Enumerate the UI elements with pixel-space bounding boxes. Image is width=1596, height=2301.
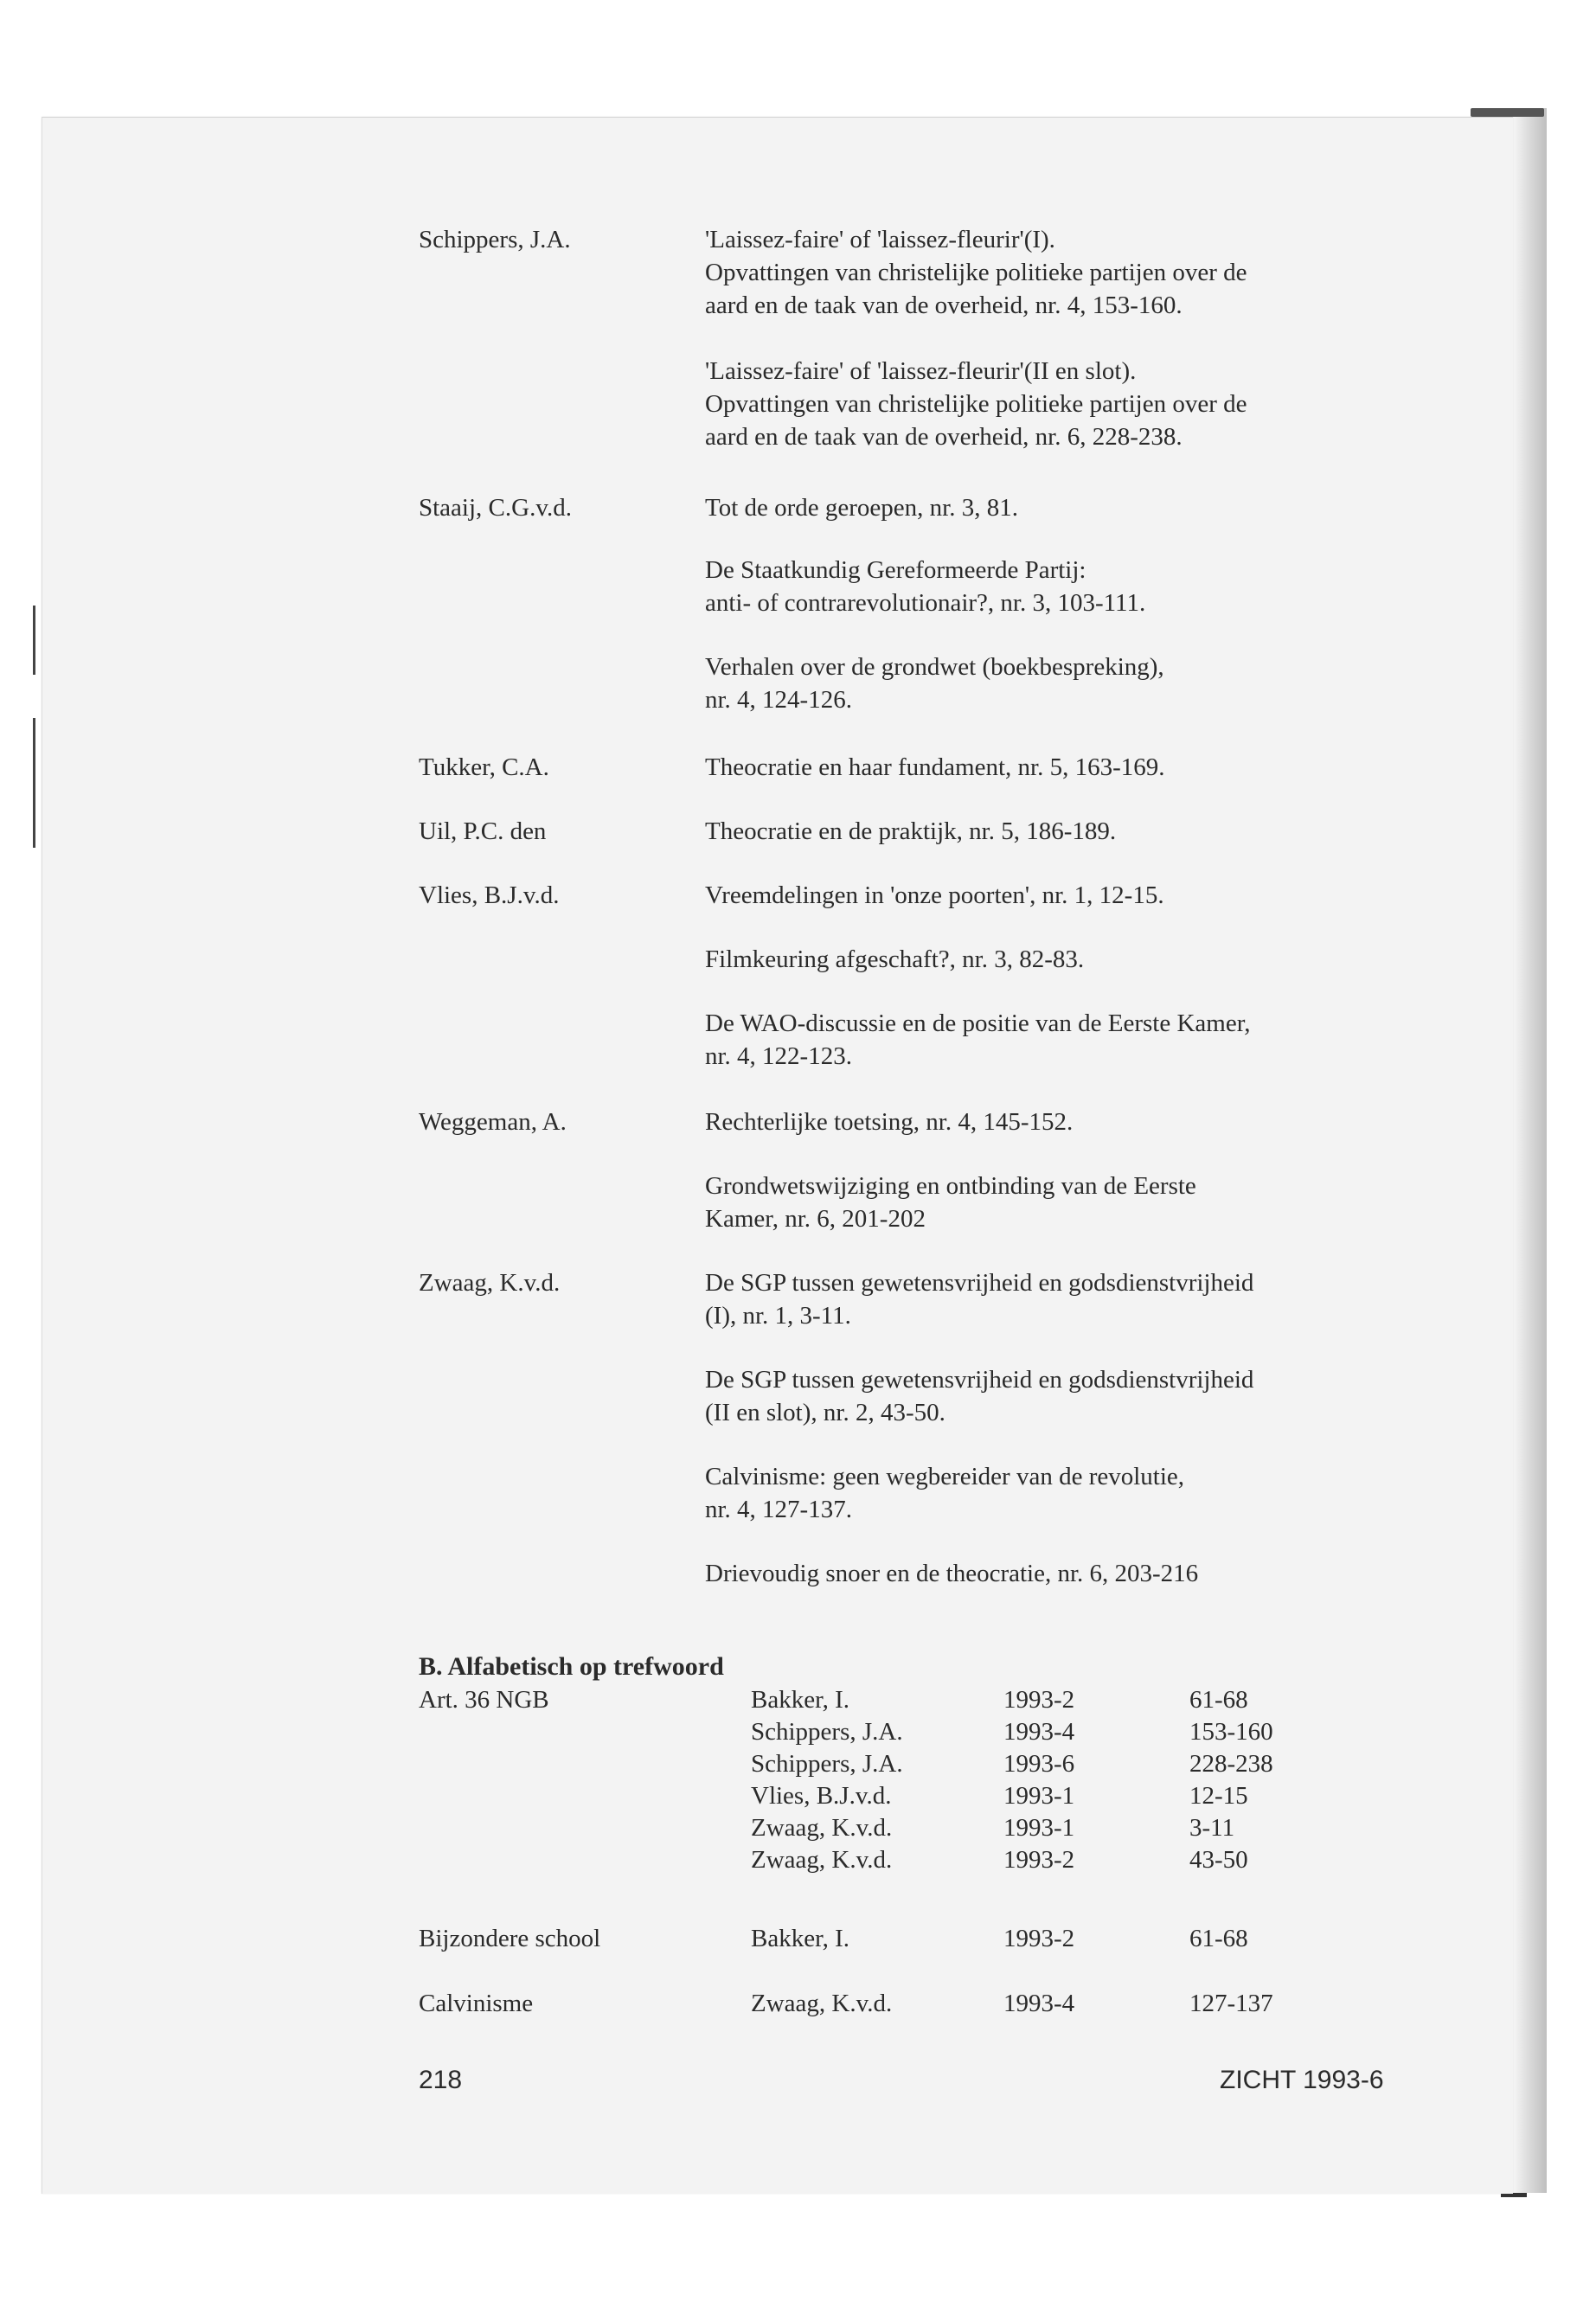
row-author: Vlies, B.J.v.d. <box>751 1782 892 1810</box>
article-entry <box>705 1170 1406 1235</box>
row-issue: 1993-4 <box>1003 1990 1075 2017</box>
row-pages: 61-68 <box>1189 1925 1248 1952</box>
row-author: Schippers, J.A. <box>751 1718 903 1746</box>
article-line: Opvattingen van christelijke politieke partijen over de <box>705 259 1247 286</box>
row-issue: 1993-2 <box>1003 1846 1075 1874</box>
row-issue: 1993-2 <box>1003 1925 1075 1952</box>
page-number: 218 <box>419 2066 463 2094</box>
article-entry <box>705 943 1406 976</box>
article-line: Drievoudig snoer en de theocratie, nr. 6, 203-216 <box>705 1560 1199 1587</box>
article-line: Grondwetswijziging en ontbinding van de Eerste <box>705 1172 1196 1200</box>
article-line: Theocratie en de praktijk, nr. 5, 186-189. <box>705 817 1117 845</box>
article-entry <box>705 1266 1406 1332</box>
article-entry <box>705 554 1406 619</box>
article-line: Calvinisme: geen wegbereider van de revolutie, <box>705 1463 1185 1490</box>
author-name: Vlies, B.J.v.d. <box>419 881 560 909</box>
row-pages: 43-50 <box>1189 1846 1248 1874</box>
article-entry <box>705 491 1406 524</box>
article-line: nr. 4, 124-126. <box>705 686 852 714</box>
article-line: Vreemdelingen in 'onze poorten', nr. 1, 12-15. <box>705 881 1164 909</box>
row-pages: 127-137 <box>1189 1990 1273 2017</box>
row-author: Zwaag, K.v.d. <box>751 1846 893 1874</box>
article-line: 'Laissez-faire' of 'laissez-fleurir'(I). <box>705 226 1055 253</box>
article-line: De SGP tussen gewetensvrijheid en godsdienstvrijheid <box>705 1366 1254 1394</box>
article-entry <box>705 1363 1406 1429</box>
author-name: Schippers, J.A. <box>419 226 571 253</box>
article-line: De Staatkundig Gereformeerde Partij: <box>705 556 1086 584</box>
row-issue: 1993-1 <box>1003 1782 1075 1810</box>
article-line: Rechterlijke toetsing, nr. 4, 145-152. <box>705 1108 1074 1136</box>
keyword-term: Bijzondere school <box>419 1925 601 1952</box>
row-pages: 153-160 <box>1189 1718 1273 1746</box>
article-line: De SGP tussen gewetensvrijheid en godsdienstvrijheid <box>705 1269 1254 1297</box>
row-author: Schippers, J.A. <box>751 1750 903 1778</box>
row-author: Bakker, I. <box>751 1925 849 1952</box>
article-line: anti- of contrarevolutionair?, nr. 3, 103-111. <box>705 589 1146 617</box>
article-line: 'Laissez-faire' of 'laissez-fleurir'(II en slot). <box>705 357 1137 385</box>
section-b-heading: B. Alfabetisch op trefwoord <box>419 1652 724 1681</box>
keyword-term: Calvinisme <box>419 1990 534 2017</box>
article-line: Verhalen over de grondwet (boekbespreking), <box>705 653 1164 681</box>
article-line: Kamer, nr. 6, 201-202 <box>705 1205 926 1233</box>
row-author: Zwaag, K.v.d. <box>751 1990 893 2017</box>
row-issue: 1993-2 <box>1003 1686 1075 1714</box>
article-entry <box>705 355 1406 453</box>
article-entry <box>705 1557 1406 1590</box>
author-name: Tukker, C.A. <box>419 753 549 781</box>
article-line: Tot de orde geroepen, nr. 3, 81. <box>705 494 1018 522</box>
row-author: Zwaag, K.v.d. <box>751 1814 893 1842</box>
article-line: (II en slot), nr. 2, 43-50. <box>705 1399 945 1426</box>
row-pages: 228-238 <box>1189 1750 1273 1778</box>
author-name: Weggeman, A. <box>419 1108 567 1136</box>
article-entry <box>705 223 1406 322</box>
row-author: Bakker, I. <box>751 1686 849 1714</box>
left-edge-mark <box>33 718 35 848</box>
author-name: Uil, P.C. den <box>419 817 547 845</box>
row-issue: 1993-6 <box>1003 1750 1075 1778</box>
article-entry <box>705 1460 1406 1526</box>
article-line: nr. 4, 122-123. <box>705 1042 852 1070</box>
article-line: Theocratie en haar fundament, nr. 5, 163-169. <box>705 753 1165 781</box>
row-pages: 3-11 <box>1189 1814 1235 1842</box>
spine-edge-mark <box>1471 108 1544 117</box>
row-issue: 1993-1 <box>1003 1814 1075 1842</box>
article-line: Opvattingen van christelijke politieke partijen over de <box>705 390 1247 418</box>
article-line: aard en de taak van de overheid, nr. 4, 153-160. <box>705 292 1183 319</box>
article-entry <box>705 1007 1406 1073</box>
row-pages: 61-68 <box>1189 1686 1248 1714</box>
article-line: (I), nr. 1, 3-11. <box>705 1302 851 1330</box>
article-line: Filmkeuring afgeschaft?, nr. 3, 82-83. <box>705 945 1085 973</box>
author-name: Zwaag, K.v.d. <box>419 1269 561 1297</box>
left-edge-mark <box>33 606 35 675</box>
article-line: De WAO-discussie en de positie van de Eerste Kamer, <box>705 1009 1251 1037</box>
article-entry <box>705 815 1406 848</box>
author-name: Staaij, C.G.v.d. <box>419 494 572 522</box>
row-pages: 12-15 <box>1189 1782 1248 1810</box>
article-entry <box>705 1106 1406 1138</box>
article-entry <box>705 879 1406 912</box>
article-entry <box>705 651 1406 716</box>
article-line: nr. 4, 127-137. <box>705 1496 852 1523</box>
article-line: aard en de taak van de overheid, nr. 6, 228-238. <box>705 423 1183 451</box>
keyword-term: Art. 36 NGB <box>419 1686 549 1714</box>
article-entry <box>705 751 1406 784</box>
magazine-issue: ZICHT 1993-6 <box>1220 2066 1384 2094</box>
row-issue: 1993-4 <box>1003 1718 1075 1746</box>
